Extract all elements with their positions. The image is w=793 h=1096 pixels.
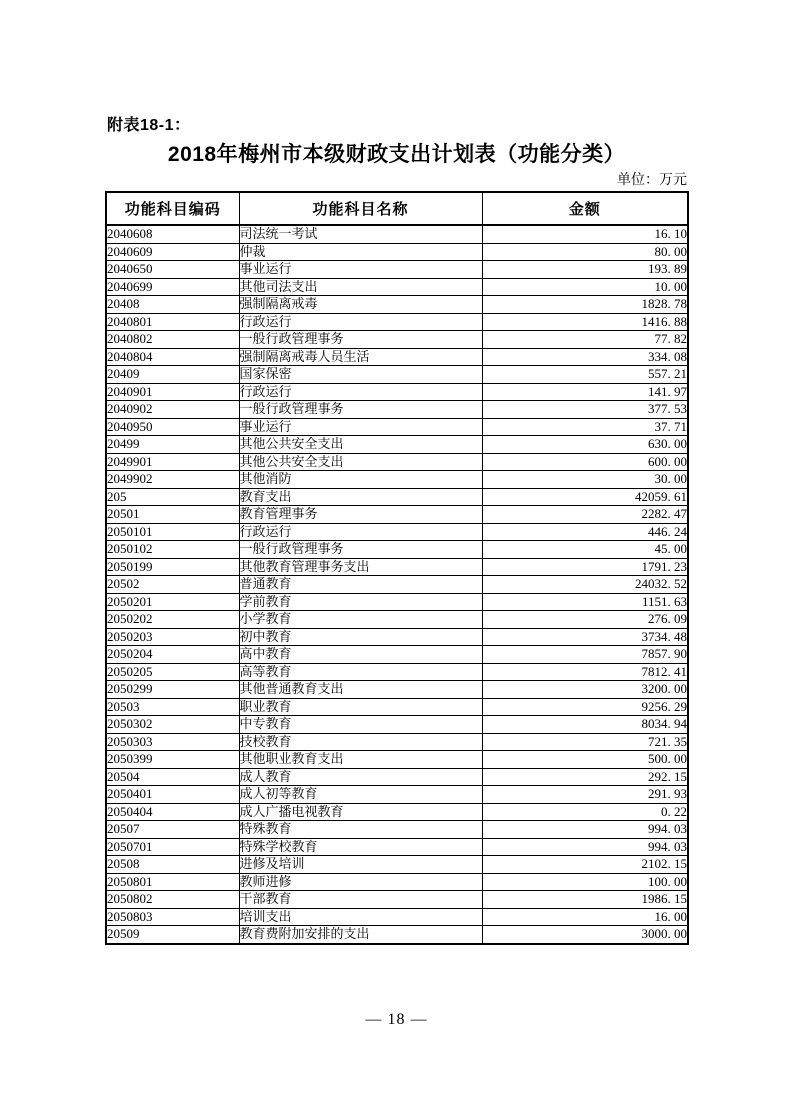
amount-cell: 24032. 52 [482, 576, 688, 594]
table-row [106, 506, 688, 524]
table-row [106, 628, 688, 646]
table-row [106, 488, 688, 506]
code-cell: 2040804 [106, 348, 239, 366]
table-row [106, 331, 688, 349]
name-cell: 其他司法支出 [239, 278, 482, 296]
name-cell: 行政运行 [239, 383, 482, 401]
table-row [106, 313, 688, 331]
name-cell: 特殊教育 [239, 821, 482, 839]
table-row [106, 348, 688, 366]
code-cell: 2040608 [106, 225, 239, 243]
code-cell: 20504 [106, 768, 239, 786]
table-row [106, 296, 688, 314]
table-row [106, 751, 688, 769]
amount-cell: 7857. 90 [482, 646, 688, 664]
name-cell: 其他公共安全支出 [239, 436, 482, 454]
amount-cell: 0. 22 [482, 803, 688, 821]
amount-cell: 16. 10 [482, 225, 688, 243]
name-cell: 其他消防 [239, 471, 482, 489]
code-cell: 2050199 [106, 558, 239, 576]
table-row [106, 471, 688, 489]
table-row [106, 681, 688, 699]
table-row [106, 908, 688, 926]
amount-cell: 3734. 48 [482, 628, 688, 646]
code-cell: 2040901 [106, 383, 239, 401]
name-cell: 高等教育 [239, 663, 482, 681]
amount-cell: 291. 93 [482, 786, 688, 804]
amount-cell: 77. 82 [482, 331, 688, 349]
amount-cell: 377. 53 [482, 401, 688, 419]
amount-cell: 1828. 78 [482, 296, 688, 314]
table-row [106, 418, 688, 436]
amount-cell: 8034. 94 [482, 716, 688, 734]
name-cell: 成人广播电视教育 [239, 803, 482, 821]
amount-cell: 994. 03 [482, 838, 688, 856]
code-cell: 20501 [106, 506, 239, 524]
name-cell: 成人教育 [239, 768, 482, 786]
name-cell: 事业运行 [239, 261, 482, 279]
table-row [106, 436, 688, 454]
amount-cell: 994. 03 [482, 821, 688, 839]
code-cell: 20508 [106, 856, 239, 874]
code-cell: 2050701 [106, 838, 239, 856]
table-row [106, 278, 688, 296]
amount-cell: 2282. 47 [482, 506, 688, 524]
table-row [106, 856, 688, 874]
code-cell: 2040801 [106, 313, 239, 331]
amount-cell: 16. 00 [482, 908, 688, 926]
table-row [106, 383, 688, 401]
table-body [106, 225, 688, 944]
code-cell: 20409 [106, 366, 239, 384]
page-number: — 18 — [365, 1011, 428, 1028]
table-row [106, 716, 688, 734]
name-cell: 教师进修 [239, 873, 482, 891]
amount-cell: 334. 08 [482, 348, 688, 366]
name-cell: 高中教育 [239, 646, 482, 664]
amount-cell: 1986. 15 [482, 891, 688, 909]
name-cell: 培训支出 [239, 908, 482, 926]
code-cell: 2050401 [106, 786, 239, 804]
code-cell: 2050801 [106, 873, 239, 891]
name-cell: 初中教育 [239, 628, 482, 646]
name-cell: 国家保密 [239, 366, 482, 384]
table-row [106, 733, 688, 751]
table-row [106, 803, 688, 821]
table-row [106, 243, 688, 261]
budget-table [105, 191, 689, 945]
table-row [106, 768, 688, 786]
name-cell: 仲裁 [239, 243, 482, 261]
table-row [106, 663, 688, 681]
table-row [106, 786, 688, 804]
name-cell: 行政运行 [239, 523, 482, 541]
amount-cell: 500. 00 [482, 751, 688, 769]
table-row [106, 366, 688, 384]
amount-cell: 600. 00 [482, 453, 688, 471]
code-cell: 205 [106, 488, 239, 506]
code-cell: 2050302 [106, 716, 239, 734]
name-cell: 司法统一考试 [239, 225, 482, 243]
name-cell: 干部教育 [239, 891, 482, 909]
name-cell: 其他职业教育支出 [239, 751, 482, 769]
table-row [106, 698, 688, 716]
code-cell: 2049902 [106, 471, 239, 489]
name-cell: 事业运行 [239, 418, 482, 436]
code-cell: 20408 [106, 296, 239, 314]
table-row [106, 838, 688, 856]
name-cell: 其他普通教育支出 [239, 681, 482, 699]
code-cell: 2040902 [106, 401, 239, 419]
name-cell: 教育支出 [239, 488, 482, 506]
name-cell: 一般行政管理事务 [239, 401, 482, 419]
table-row [106, 453, 688, 471]
table-row [106, 611, 688, 629]
name-cell: 行政运行 [239, 313, 482, 331]
table-row [106, 401, 688, 419]
amount-cell: 9256. 29 [482, 698, 688, 716]
name-cell: 强制隔离戒毒人员生活 [239, 348, 482, 366]
code-cell: 2040950 [106, 418, 239, 436]
table-row [106, 523, 688, 541]
table-row [106, 873, 688, 891]
code-cell: 2050399 [106, 751, 239, 769]
code-cell: 20509 [106, 926, 239, 944]
amount-cell: 557. 21 [482, 366, 688, 384]
table-row [106, 225, 688, 243]
code-cell: 2050803 [106, 908, 239, 926]
amount-cell: 2102. 15 [482, 856, 688, 874]
header-amount-column: 金额 [482, 192, 688, 225]
code-cell: 2050203 [106, 628, 239, 646]
code-cell: 2049901 [106, 453, 239, 471]
code-cell: 2050303 [106, 733, 239, 751]
table-row [106, 646, 688, 664]
amount-cell: 1416. 88 [482, 313, 688, 331]
name-cell: 普通教育 [239, 576, 482, 594]
code-cell: 2050205 [106, 663, 239, 681]
amount-cell: 446. 24 [482, 523, 688, 541]
amount-cell: 292. 15 [482, 768, 688, 786]
table-row [106, 558, 688, 576]
code-cell: 2050101 [106, 523, 239, 541]
table-row [106, 541, 688, 559]
amount-cell: 30. 00 [482, 471, 688, 489]
code-cell: 2050204 [106, 646, 239, 664]
name-cell: 其他教育管理事务支出 [239, 558, 482, 576]
code-cell: 2050299 [106, 681, 239, 699]
code-cell: 2050802 [106, 891, 239, 909]
code-cell: 20502 [106, 576, 239, 594]
unit-note: 单位：万元 [617, 173, 687, 188]
appendix-label: 附表18-1： [107, 117, 191, 134]
name-cell: 小学教育 [239, 611, 482, 629]
amount-cell: 141. 97 [482, 383, 688, 401]
table-row [106, 891, 688, 909]
table-row [106, 593, 688, 611]
name-cell: 教育费附加安排的支出 [239, 926, 482, 944]
name-cell: 进修及培训 [239, 856, 482, 874]
name-cell: 强制隔离戒毒 [239, 296, 482, 314]
code-cell: 2040650 [106, 261, 239, 279]
amount-cell: 37. 71 [482, 418, 688, 436]
name-cell: 其他公共安全支出 [239, 453, 482, 471]
amount-cell: 1151. 63 [482, 593, 688, 611]
name-cell: 一般行政管理事务 [239, 541, 482, 559]
amount-cell: 630. 00 [482, 436, 688, 454]
code-cell: 2040699 [106, 278, 239, 296]
header-name-column: 功能科目名称 [239, 192, 482, 225]
amount-cell: 721. 35 [482, 733, 688, 751]
name-cell: 教育管理事务 [239, 506, 482, 524]
amount-cell: 7812. 41 [482, 663, 688, 681]
code-cell: 2050404 [106, 803, 239, 821]
amount-cell: 42059. 61 [482, 488, 688, 506]
code-cell: 2050202 [106, 611, 239, 629]
amount-cell: 193. 89 [482, 261, 688, 279]
name-cell: 中专教育 [239, 716, 482, 734]
amount-cell: 100. 00 [482, 873, 688, 891]
code-cell: 2050201 [106, 593, 239, 611]
name-cell: 特殊学校教育 [239, 838, 482, 856]
table-row [106, 261, 688, 279]
amount-cell: 3000. 00 [482, 926, 688, 944]
table-row [106, 576, 688, 594]
header-code-column: 功能科目编码 [106, 192, 239, 225]
code-cell: 2040609 [106, 243, 239, 261]
code-cell: 20499 [106, 436, 239, 454]
code-cell: 20503 [106, 698, 239, 716]
name-cell: 成人初等教育 [239, 786, 482, 804]
code-cell: 2050102 [106, 541, 239, 559]
code-cell: 20507 [106, 821, 239, 839]
name-cell: 技校教育 [239, 733, 482, 751]
name-cell: 学前教育 [239, 593, 482, 611]
page-title: 2018年梅州市本级财政支出计划表（功能分类） [167, 143, 626, 166]
amount-cell: 3200. 00 [482, 681, 688, 699]
amount-cell: 10. 00 [482, 278, 688, 296]
amount-cell: 80. 00 [482, 243, 688, 261]
amount-cell: 1791. 23 [482, 558, 688, 576]
table-header-row [106, 192, 688, 225]
code-cell: 2040802 [106, 331, 239, 349]
table-row [106, 926, 688, 944]
name-cell: 一般行政管理事务 [239, 331, 482, 349]
table-row [106, 821, 688, 839]
amount-cell: 276. 09 [482, 611, 688, 629]
amount-cell: 45. 00 [482, 541, 688, 559]
name-cell: 职业教育 [239, 698, 482, 716]
